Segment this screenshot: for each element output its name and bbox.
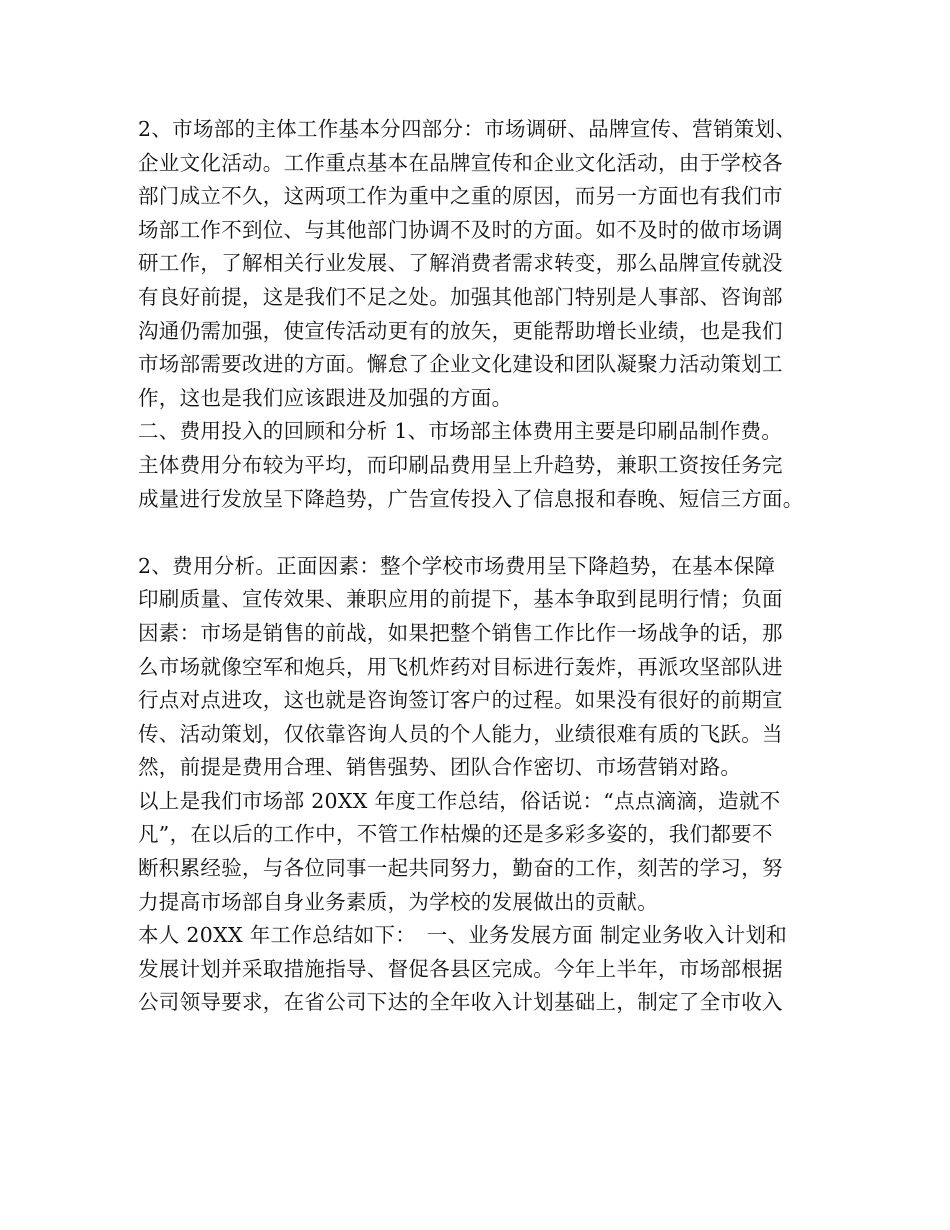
blank-line <box>138 516 828 550</box>
text-line: 有良好前提，这是我们不足之处。加强其他部门特别是人事部、咨询部 <box>138 284 783 309</box>
text-line: 因素：市场是销售的前战，如果把整个销售工作比作一场战争的话，那 <box>138 620 783 645</box>
text-line: 部门成立不久，这两项工作为重中之重的原因，而另一方面也有我们市 <box>138 184 783 209</box>
text-line: 传、活动策划，仅依靠咨询人员的个人能力，业绩很难有质的飞跃。当 <box>138 721 783 746</box>
text-line: 2、费用分析。正面因素：整个学校市场费用呈下降趋势，在基本保障 <box>138 553 776 578</box>
text-line: 沟通仍需加强，使宣传活动更有的放矢，更能帮助增长业绩，也是我们 <box>138 318 783 343</box>
text-line: 力提高市场部自身业务素质，为学校的发展做出的贡献。 <box>138 889 658 914</box>
text-line: 行点对点进攻，这也就是咨询签订客户的过程。如果没有很好的前期宣 <box>138 688 783 713</box>
text-line: 主体费用分布较为平均，而印刷品费用呈上升趋势，兼职工资按任务完 <box>138 452 783 477</box>
text-line: 场部工作不到位、与其他部门协调不及时的方面。如不及时的做市场调 <box>138 217 783 242</box>
text-line: 作，这也是我们应该跟进及加强的方面。 <box>138 385 513 410</box>
text-line: 断积累经验，与各位同事一起共同努力，勤奋的工作，刻苦的学习，努 <box>138 856 783 881</box>
text-line: 公司领导要求，在省公司下达的全年收入计划基础上，制定了全市收入 <box>138 990 783 1015</box>
text-line: 么市场就像空军和炮兵，用飞机炸药对目标进行轰炸，再派攻坚部队进 <box>138 654 783 679</box>
text-line: 二、费用投入的回顾和分析 1、市场部主体费用主要是印刷品制作费。 <box>138 419 783 444</box>
text-line: 2、市场部的主体工作基本分四部分：市场调研、品牌宣传、营销策划、 <box>138 117 797 141</box>
text-line: 研工作，了解相关行业发展、了解消费者需求转变，那么品牌宣传就没 <box>138 251 783 276</box>
text-line: 印刷质量、宣传效果、兼职应用的前提下，基本争取到昆明行情；负面 <box>138 587 783 612</box>
document-body <box>138 113 828 1020</box>
text-line: 本人 20XX 年工作总结如下： 一、业务发展方面 制定业务收入计划和 <box>138 923 788 948</box>
text-line: 企业文化活动。工作重点基本在品牌宣传和企业文化活动，由于学校各 <box>138 150 783 175</box>
text-line: 凡”，在以后的工作中，不管工作枯燥的还是多彩多姿的，我们都要不 <box>138 822 773 847</box>
text-line: 发展计划并采取措施指导、督促各县区完成。今年上半年，市场部根据 <box>138 956 783 981</box>
text-line: 然，前提是费用合理、销售强势、团队合作密切、市场营销对路。 <box>138 755 742 780</box>
text-line: 市场部需要改进的方面。懈怠了企业文化建设和团队凝聚力活动策划工 <box>138 352 783 377</box>
text-line: 以上是我们市场部 20XX 年度工作总结，俗话说：“点点滴滴，造就不 <box>138 788 781 813</box>
text-line: 成量进行发放呈下降趋势，广告宣传投入了信息报和春晚、短信三方面。 <box>138 486 804 511</box>
